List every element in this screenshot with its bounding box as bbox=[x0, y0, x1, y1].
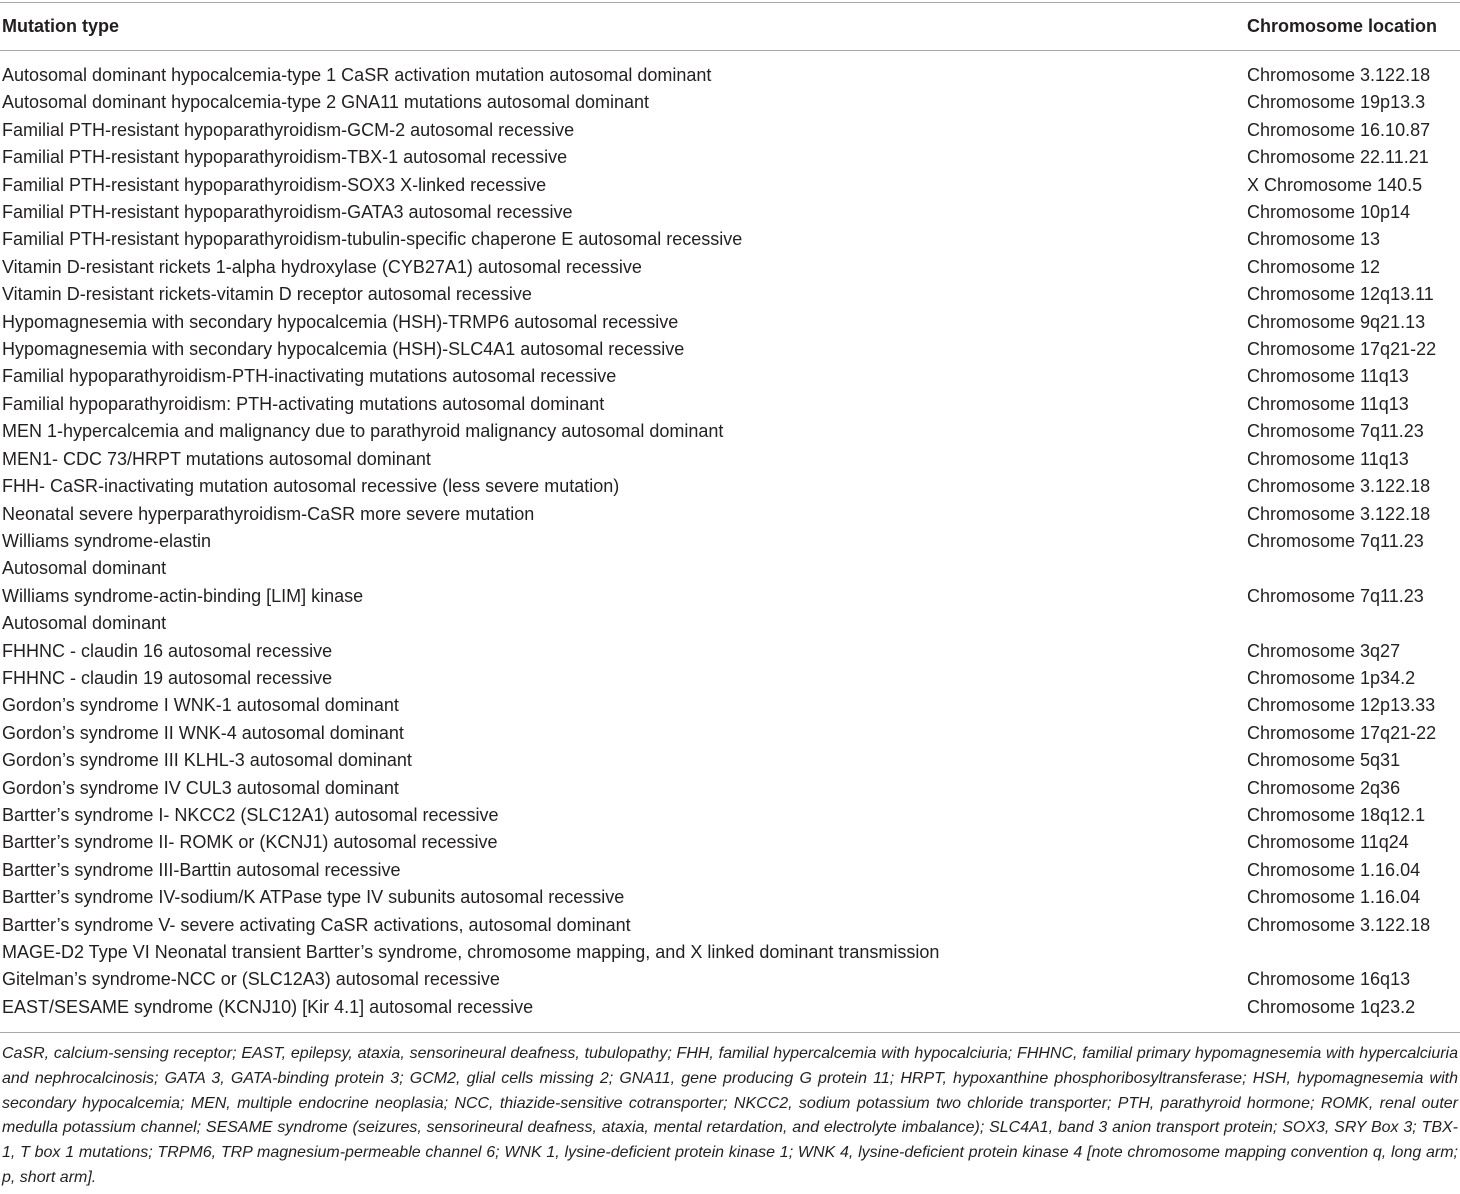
mutation-type-cell: Gordon’s syndrome IV CUL3 autosomal dominant bbox=[2, 777, 399, 798]
table-row bbox=[0, 775, 1460, 802]
chromosome-location-cell: Chromosome 3.122.18 bbox=[1247, 914, 1431, 935]
mutation-type-cell: Williams syndrome-elastin bbox=[2, 530, 212, 551]
mutation-type-cell: Familial PTH-resistant hypoparathyroidism-tubulin-specific chaperone E autosomal recessive bbox=[2, 229, 743, 250]
mutation-type-cell: Bartter’s syndrome II- ROMK or (KCNJ1) autosomal recessive bbox=[2, 832, 498, 853]
table-row bbox=[0, 89, 1460, 116]
table-row bbox=[0, 446, 1460, 473]
table-row bbox=[0, 939, 1460, 966]
mutation-type-cell: FHHNC - claudin 19 autosomal recessive bbox=[2, 667, 333, 688]
mutation-type-cell: Autosomal dominant hypocalcemia-type 2 GNA11 mutations autosomal dominant bbox=[2, 92, 650, 113]
mutation-type-cell: MEN 1-hypercalcemia and malignancy due to parathyroid malignancy autosomal dominant bbox=[2, 421, 724, 442]
table-row bbox=[0, 336, 1460, 363]
footer-rule bbox=[0, 1032, 1460, 1033]
chromosome-location-cell: Chromosome 17q21-22 bbox=[1247, 339, 1437, 360]
mutation-type-cell: FHH- CaSR-inactivating mutation autosomal recessive (less severe mutation) bbox=[2, 476, 620, 497]
mutation-type-cell: Autosomal dominant hypocalcemia-type 1 CaSR activation mutation autosomal dominant bbox=[2, 65, 712, 85]
mutation-type-cell: Gordon’s syndrome III KLHL-3 autosomal dominant bbox=[2, 750, 412, 771]
table-row bbox=[0, 720, 1460, 747]
chromosome-location-cell: Chromosome 3.122.18 bbox=[1247, 65, 1431, 85]
chromosome-location-cell: Chromosome 12p13.33 bbox=[1247, 695, 1436, 716]
mutation-type-cell: Gitelman’s syndrome-NCC or (SLC12A3) autosomal recessive bbox=[2, 969, 500, 990]
mutation-type-cell: Vitamin D-resistant rickets 1-alpha hydroxylase (CYB27A1) autosomal recessive bbox=[2, 256, 642, 277]
chromosome-location-cell: Chromosome 3.122.18 bbox=[1247, 503, 1431, 524]
chromosome-location-cell: Chromosome 1p34.2 bbox=[1247, 667, 1416, 688]
table-row bbox=[0, 62, 1460, 89]
mutation-type-cell: Autosomal dominant bbox=[2, 613, 167, 634]
table-row bbox=[0, 857, 1460, 884]
header-mutation-type: Mutation type bbox=[2, 16, 119, 36]
chromosome-location-cell: Chromosome 9q21.13 bbox=[1247, 311, 1426, 332]
mutation-type-cell: Familial PTH-resistant hypoparathyroidism-GATA3 autosomal recessive bbox=[2, 202, 573, 223]
chromosome-location-cell: Chromosome 11q13 bbox=[1247, 448, 1409, 469]
chromosome-location-cell: Chromosome 11q13 bbox=[1247, 393, 1409, 414]
table-body bbox=[0, 62, 1460, 1021]
chromosome-location-cell: Chromosome 19p13.3 bbox=[1247, 92, 1426, 113]
mutation-type-cell: Vitamin D-resistant rickets-vitamin D receptor autosomal recessive bbox=[2, 284, 532, 305]
table-row bbox=[0, 144, 1460, 171]
mutation-type-cell: Williams syndrome-actin-binding [LIM] kinase bbox=[2, 585, 364, 606]
table-row bbox=[0, 363, 1460, 390]
table-row bbox=[0, 583, 1460, 610]
mutation-type-cell: MAGE-D2 Type VI Neonatal transient Bartter’s syndrome, chromosome mapping, and X linked dominant transmission bbox=[2, 942, 940, 962]
mutation-type-cell: Autosomal dominant bbox=[2, 558, 167, 579]
chromosome-location-cell: Chromosome 12 bbox=[1247, 256, 1381, 277]
table-footnote: CaSR, calcium-sensing receptor; EAST, epilepsy, ataxia, sensorineural deafness, tubulopathy; FHH, familial hypercalcemia with hypocalciuria; FHHNC, familial primary hypomagnesemia with hypercalciuria and nephrocalcinosis; GATA 3, GATA-binding protein 3; GCM2, glial cells missing 2; GNA11, gene producing G protein 11; HRPT, hypoxanthine phosphoribosyltransferase; HSH, hypomagnesemia with secondary hypocalcemia; MEN, multiple endocrine neoplasia; NCC, thiazide-sensitive cotransporter; NKCC2, sodium potassium two chloride transporter; PTH, parathyroid hormone; ROMK, renal outer medulla potassium channel; SESAME syndrome (seizures, sensorineural deafness, ataxia, mental retardation, and electrolyte imbalance); SLC4A1, band 3 anion transport protein; SOX3, SRY Box 3; TBX-1, T box 1 mutations; TRPM6, TRP magnesium-permeable channel 6; WNK 1, lysine-deficient protein kinase 1; WNK 4, lysine-deficient protein kinase 4 [note chromosome mapping convention q, long arm; p, short arm]. bbox=[2, 1045, 1458, 1186]
chromosome-location-cell: Chromosome 3q27 bbox=[1247, 640, 1401, 661]
mutation-type-cell: Familial PTH-resistant hypoparathyroidism-GCM-2 autosomal recessive bbox=[2, 119, 575, 140]
chromosome-location-cell: Chromosome 1.16.04 bbox=[1247, 887, 1421, 908]
chromosome-location-cell: Chromosome 13 bbox=[1247, 229, 1381, 250]
chromosome-location-cell: Chromosome 1.16.04 bbox=[1247, 859, 1421, 880]
table-row bbox=[0, 172, 1460, 199]
table-row bbox=[0, 829, 1460, 856]
chromosome-location-cell: Chromosome 1q23.2 bbox=[1247, 996, 1416, 1017]
header-rule bbox=[0, 50, 1460, 51]
mutation-type-cell: Bartter’s syndrome V- severe activating CaSR activations, autosomal dominant bbox=[2, 914, 631, 935]
chromosome-location-cell: Chromosome 2q36 bbox=[1247, 777, 1401, 798]
table-row bbox=[0, 418, 1460, 445]
table-row bbox=[0, 117, 1460, 144]
mutation-type-cell: EAST/SESAME syndrome (KCNJ10) [Kir 4.1] autosomal recessive bbox=[2, 996, 534, 1017]
chromosome-location-cell: Chromosome 5q31 bbox=[1247, 750, 1401, 771]
chromosome-location-cell: Chromosome 10p14 bbox=[1247, 202, 1411, 223]
chromosome-location-cell: Chromosome 22.11.21 bbox=[1247, 147, 1429, 168]
mutation-type-cell: Familial hypoparathyroidism-PTH-inactivating mutations autosomal recessive bbox=[2, 366, 617, 387]
table-row bbox=[0, 665, 1460, 692]
header-chromosome-location: Chromosome location bbox=[1247, 16, 1438, 36]
chromosome-location-cell: Chromosome 16.10.87 bbox=[1247, 119, 1431, 140]
mutation-type-cell: Hypomagnesemia with secondary hypocalcemia (HSH)-TRMP6 autosomal recessive bbox=[2, 311, 679, 332]
table-row bbox=[0, 610, 1460, 637]
top-rule bbox=[0, 2, 1460, 3]
table-row bbox=[0, 309, 1460, 336]
chromosome-location-cell: Chromosome 17q21-22 bbox=[1247, 722, 1437, 743]
table-row bbox=[0, 555, 1460, 582]
mutation-type-cell: Bartter’s syndrome I- NKCC2 (SLC12A1) autosomal recessive bbox=[2, 804, 499, 825]
table-row bbox=[0, 473, 1460, 500]
mutation-type-cell: Gordon’s syndrome I WNK-1 autosomal dominant bbox=[2, 695, 399, 716]
table-row bbox=[0, 966, 1460, 993]
table-row bbox=[0, 199, 1460, 226]
table-row bbox=[0, 884, 1460, 911]
chromosome-location-cell: X Chromosome 140.5 bbox=[1247, 174, 1423, 195]
table-row bbox=[0, 692, 1460, 719]
chromosome-location-cell: Chromosome 7q11.23 bbox=[1247, 585, 1424, 606]
chromosome-location-cell: Chromosome 3.122.18 bbox=[1247, 476, 1431, 497]
chromosome-location-cell: Chromosome 7q11.23 bbox=[1247, 421, 1424, 442]
table-row bbox=[0, 638, 1460, 665]
chromosome-location-cell: Chromosome 11q24 bbox=[1247, 832, 1409, 853]
table-row bbox=[0, 501, 1460, 528]
table-row bbox=[0, 226, 1460, 253]
mutation-type-cell: FHHNC - claudin 16 autosomal recessive bbox=[2, 640, 333, 661]
mutation-type-cell: Bartter’s syndrome III-Barttin autosomal recessive bbox=[2, 859, 401, 880]
mutation-type-cell: Familial PTH-resistant hypoparathyroidism-TBX-1 autosomal recessive bbox=[2, 147, 568, 168]
table-row bbox=[0, 802, 1460, 829]
table-row bbox=[0, 912, 1460, 939]
chromosome-location-cell: Chromosome 12q13.11 bbox=[1247, 284, 1434, 305]
mutation-type-cell: Gordon’s syndrome II WNK-4 autosomal dominant bbox=[2, 722, 404, 743]
mutation-type-cell: Neonatal severe hyperparathyroidism-CaSR more severe mutation bbox=[2, 503, 535, 524]
table-row bbox=[0, 747, 1460, 774]
table-row bbox=[0, 994, 1460, 1021]
chromosome-location-cell: Chromosome 11q13 bbox=[1247, 366, 1409, 387]
mutation-type-cell: MEN1- CDC 73/HRPT mutations autosomal dominant bbox=[2, 448, 431, 469]
table-row bbox=[0, 281, 1460, 308]
table-row bbox=[0, 391, 1460, 418]
table-row bbox=[0, 528, 1460, 555]
mutation-type-cell: Hypomagnesemia with secondary hypocalcemia (HSH)-SLC4A1 autosomal recessive bbox=[2, 339, 685, 360]
chromosome-location-cell: Chromosome 7q11.23 bbox=[1247, 530, 1424, 551]
chromosome-location-cell: Chromosome 18q12.1 bbox=[1247, 804, 1426, 825]
chromosome-location-cell: Chromosome 16q13 bbox=[1247, 969, 1411, 990]
table-row bbox=[0, 254, 1460, 281]
mutation-type-cell: Familial PTH-resistant hypoparathyroidism-SOX3 X-linked recessive bbox=[2, 174, 547, 195]
mutation-type-cell: Familial hypoparathyroidism: PTH-activating mutations autosomal dominant bbox=[2, 393, 605, 414]
mutation-type-cell: Bartter’s syndrome IV-sodium/K ATPase type IV subunits autosomal recessive bbox=[2, 887, 625, 908]
